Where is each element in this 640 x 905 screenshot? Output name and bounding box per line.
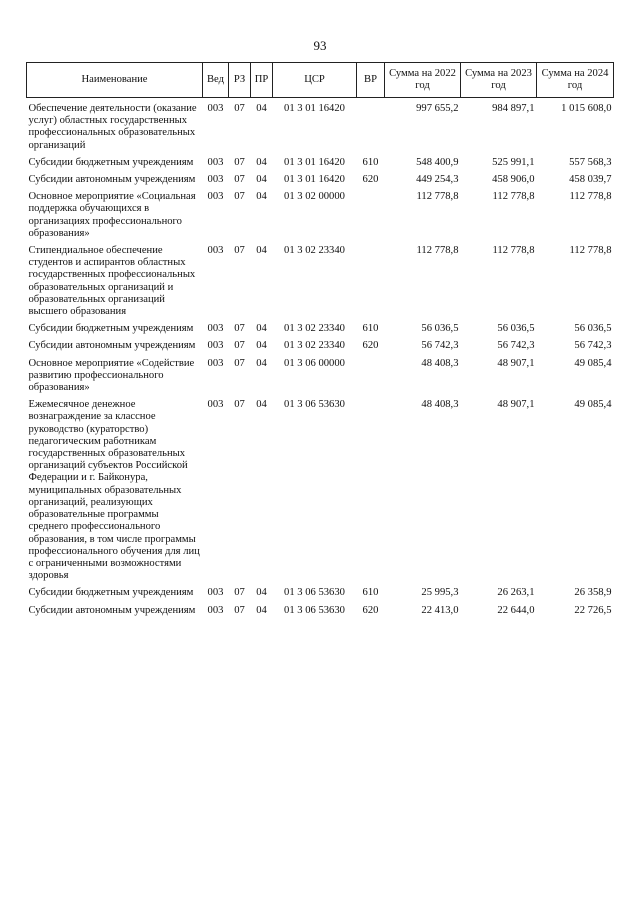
cell-sum-2022: 449 254,3 [416,174,459,186]
cell-rz: 07 [234,357,245,369]
cell-sum-2023: 56 742,3 [497,340,535,352]
cell-name: Субсидии бюджетным учреждениям [28,156,194,168]
cell-csr: 01 3 06 53630 [284,587,345,599]
cell-pr: 04 [256,245,267,257]
cell-ved: 003 [207,103,224,114]
table-row [27,335,614,352]
cell-csr: 01 3 01 16420 [284,103,345,114]
cell-sum-2023: 48 907,1 [497,399,535,411]
cell-sum-2024: 112 778,8 [569,245,612,257]
cell-sum-2022: 25 995,3 [421,587,459,599]
cell-sum-2024: 1 015 608,0 [561,103,612,114]
cell-pr: 04 [256,323,267,335]
cell-rz: 07 [234,191,245,203]
cell-sum-2023: 112 778,8 [492,245,535,257]
cell-name: Обеспечение деятельности (оказание услуг) областных государственных профессиональных образовательных организаций [28,103,197,151]
cell-rz: 07 [234,340,245,352]
table-row [27,394,614,582]
cell-rz: 07 [234,245,245,257]
cell-sum-2024: 26 358,9 [574,587,612,599]
cell-pr: 04 [256,587,267,599]
cell-csr: 01 3 06 53630 [284,399,345,411]
cell-sum-2022: 22 413,0 [421,604,459,616]
table-header-row [27,63,614,98]
cell-vr: 610 [362,156,379,168]
table-row [27,582,614,599]
header-sum-2024: Сумма на 2024 год [537,63,614,98]
table-row [27,318,614,335]
cell-sum-2023: 56 036,5 [497,323,535,335]
cell-ved: 003 [207,174,224,186]
cell-rz: 07 [234,604,245,616]
cell-name: Субсидии автономным учреждениям [28,604,196,616]
cell-name: Субсидии бюджетным учреждениям [28,587,194,599]
page-number: 93 [313,38,327,53]
cell-vr: 620 [362,604,379,616]
table-row [27,353,614,395]
cell-sum-2022: 48 408,3 [421,357,459,369]
cell-pr: 04 [256,340,267,352]
cell-sum-2022: 112 778,8 [416,245,459,257]
cell-name: Субсидии автономным учреждениям [28,174,196,186]
cell-ved: 003 [207,399,224,411]
table-row [27,169,614,186]
cell-sum-2023: 48 907,1 [497,357,535,369]
cell-vr [357,186,385,240]
cell-ved: 003 [207,245,224,257]
cell-vr [357,394,385,582]
header-csr: ЦСР [273,63,357,98]
cell-sum-2022: 56 742,3 [421,340,459,352]
cell-csr: 01 3 02 00000 [284,191,345,203]
cell-pr: 04 [256,604,267,616]
cell-sum-2022: 997 655,2 [416,103,459,114]
table-row [27,186,614,240]
table-row [27,98,614,152]
table-row [27,600,614,617]
header-vr: ВР [357,63,385,98]
cell-name: Субсидии автономным учреждениям [28,340,196,352]
cell-sum-2024: 112 778,8 [569,191,612,203]
cell-sum-2024: 557 568,3 [569,156,612,168]
cell-sum-2022: 56 036,5 [421,323,459,335]
cell-name: Стипендиальное обеспечение студентов и аспирантов областных государственных профессиональных образовательных организаций и образовательных организаций высшего образования [28,245,196,318]
cell-vr [357,240,385,318]
cell-sum-2024: 49 085,4 [574,357,612,369]
cell-sum-2024: 458 039,7 [569,174,612,186]
cell-ved: 003 [207,357,224,369]
cell-sum-2023: 984 897,1 [492,103,535,114]
cell-pr: 04 [256,357,267,369]
cell-pr: 04 [256,156,267,168]
cell-sum-2022: 112 778,8 [416,191,459,203]
cell-sum-2023: 458 906,0 [492,174,535,186]
cell-vr: 610 [362,587,379,599]
cell-ved: 003 [207,604,224,616]
cell-sum-2024: 56 036,5 [574,323,612,335]
cell-vr: 610 [362,323,379,335]
cell-vr [357,353,385,395]
cell-sum-2024: 49 085,4 [574,399,612,411]
cell-csr: 01 3 02 23340 [284,340,345,352]
header-name: Наименование [27,63,203,98]
cell-csr: 01 3 02 23340 [284,245,345,257]
cell-pr: 04 [256,174,267,186]
cell-sum-2023: 112 778,8 [492,191,535,203]
cell-ved: 003 [207,323,224,335]
cell-ved: 003 [207,587,224,599]
header-rz: РЗ [229,63,251,98]
cell-csr: 01 3 06 53630 [284,604,345,616]
cell-pr: 04 [256,103,267,114]
cell-csr: 01 3 01 16420 [284,156,345,168]
header-sum-2023: Сумма на 2023 год [461,63,537,98]
cell-rz: 07 [234,174,245,186]
cell-pr: 04 [256,399,267,411]
cell-rz: 07 [234,587,245,599]
cell-sum-2022: 548 400,9 [416,156,459,168]
cell-csr: 01 3 01 16420 [284,174,345,186]
header-sum-2022: Сумма на 2022 год [385,63,461,98]
cell-ved: 003 [207,156,224,168]
cell-vr: 620 [362,340,379,352]
cell-ved: 003 [207,340,224,352]
cell-csr: 01 3 02 23340 [284,323,345,335]
cell-ved: 003 [207,191,224,203]
cell-sum-2022: 48 408,3 [421,399,459,411]
header-ved: Вед [203,63,229,98]
budget-table [26,62,614,617]
cell-sum-2023: 22 644,0 [497,604,535,616]
cell-csr: 01 3 06 00000 [284,357,345,369]
cell-rz: 07 [234,323,245,335]
cell-pr: 04 [256,191,267,203]
cell-sum-2023: 525 991,1 [492,156,535,168]
table-row [27,240,614,318]
table-row [27,152,614,169]
cell-sum-2024: 56 742,3 [574,340,612,352]
cell-name: Основное мероприятие «Социальная поддержка обучающихся в организациях профессионального образования» [28,191,196,239]
cell-sum-2024: 22 726,5 [574,604,612,616]
cell-sum-2023: 26 263,1 [497,587,535,599]
cell-rz: 07 [234,399,245,411]
cell-rz: 07 [234,103,245,114]
cell-vr [357,98,385,152]
cell-name: Субсидии бюджетным учреждениям [28,323,194,335]
cell-name: Основное мероприятие «Содействие развитию профессионального образования» [28,357,195,394]
cell-rz: 07 [234,156,245,168]
header-pr: ПР [251,63,273,98]
cell-name: Ежемесячное денежное вознаграждение за классное руководство (кураторство) педагогическим работникам государственных образовательных организаций субъектов Российской Федерации и г. Байконура, муниципальных образовательных организаций, реализующих образовательные программы среднего профессионального образования, в том числе программы профессионального обучения для лиц с ограниченными возможностями здоровья [28,399,200,582]
cell-vr: 620 [362,174,379,186]
table-body [27,98,614,617]
